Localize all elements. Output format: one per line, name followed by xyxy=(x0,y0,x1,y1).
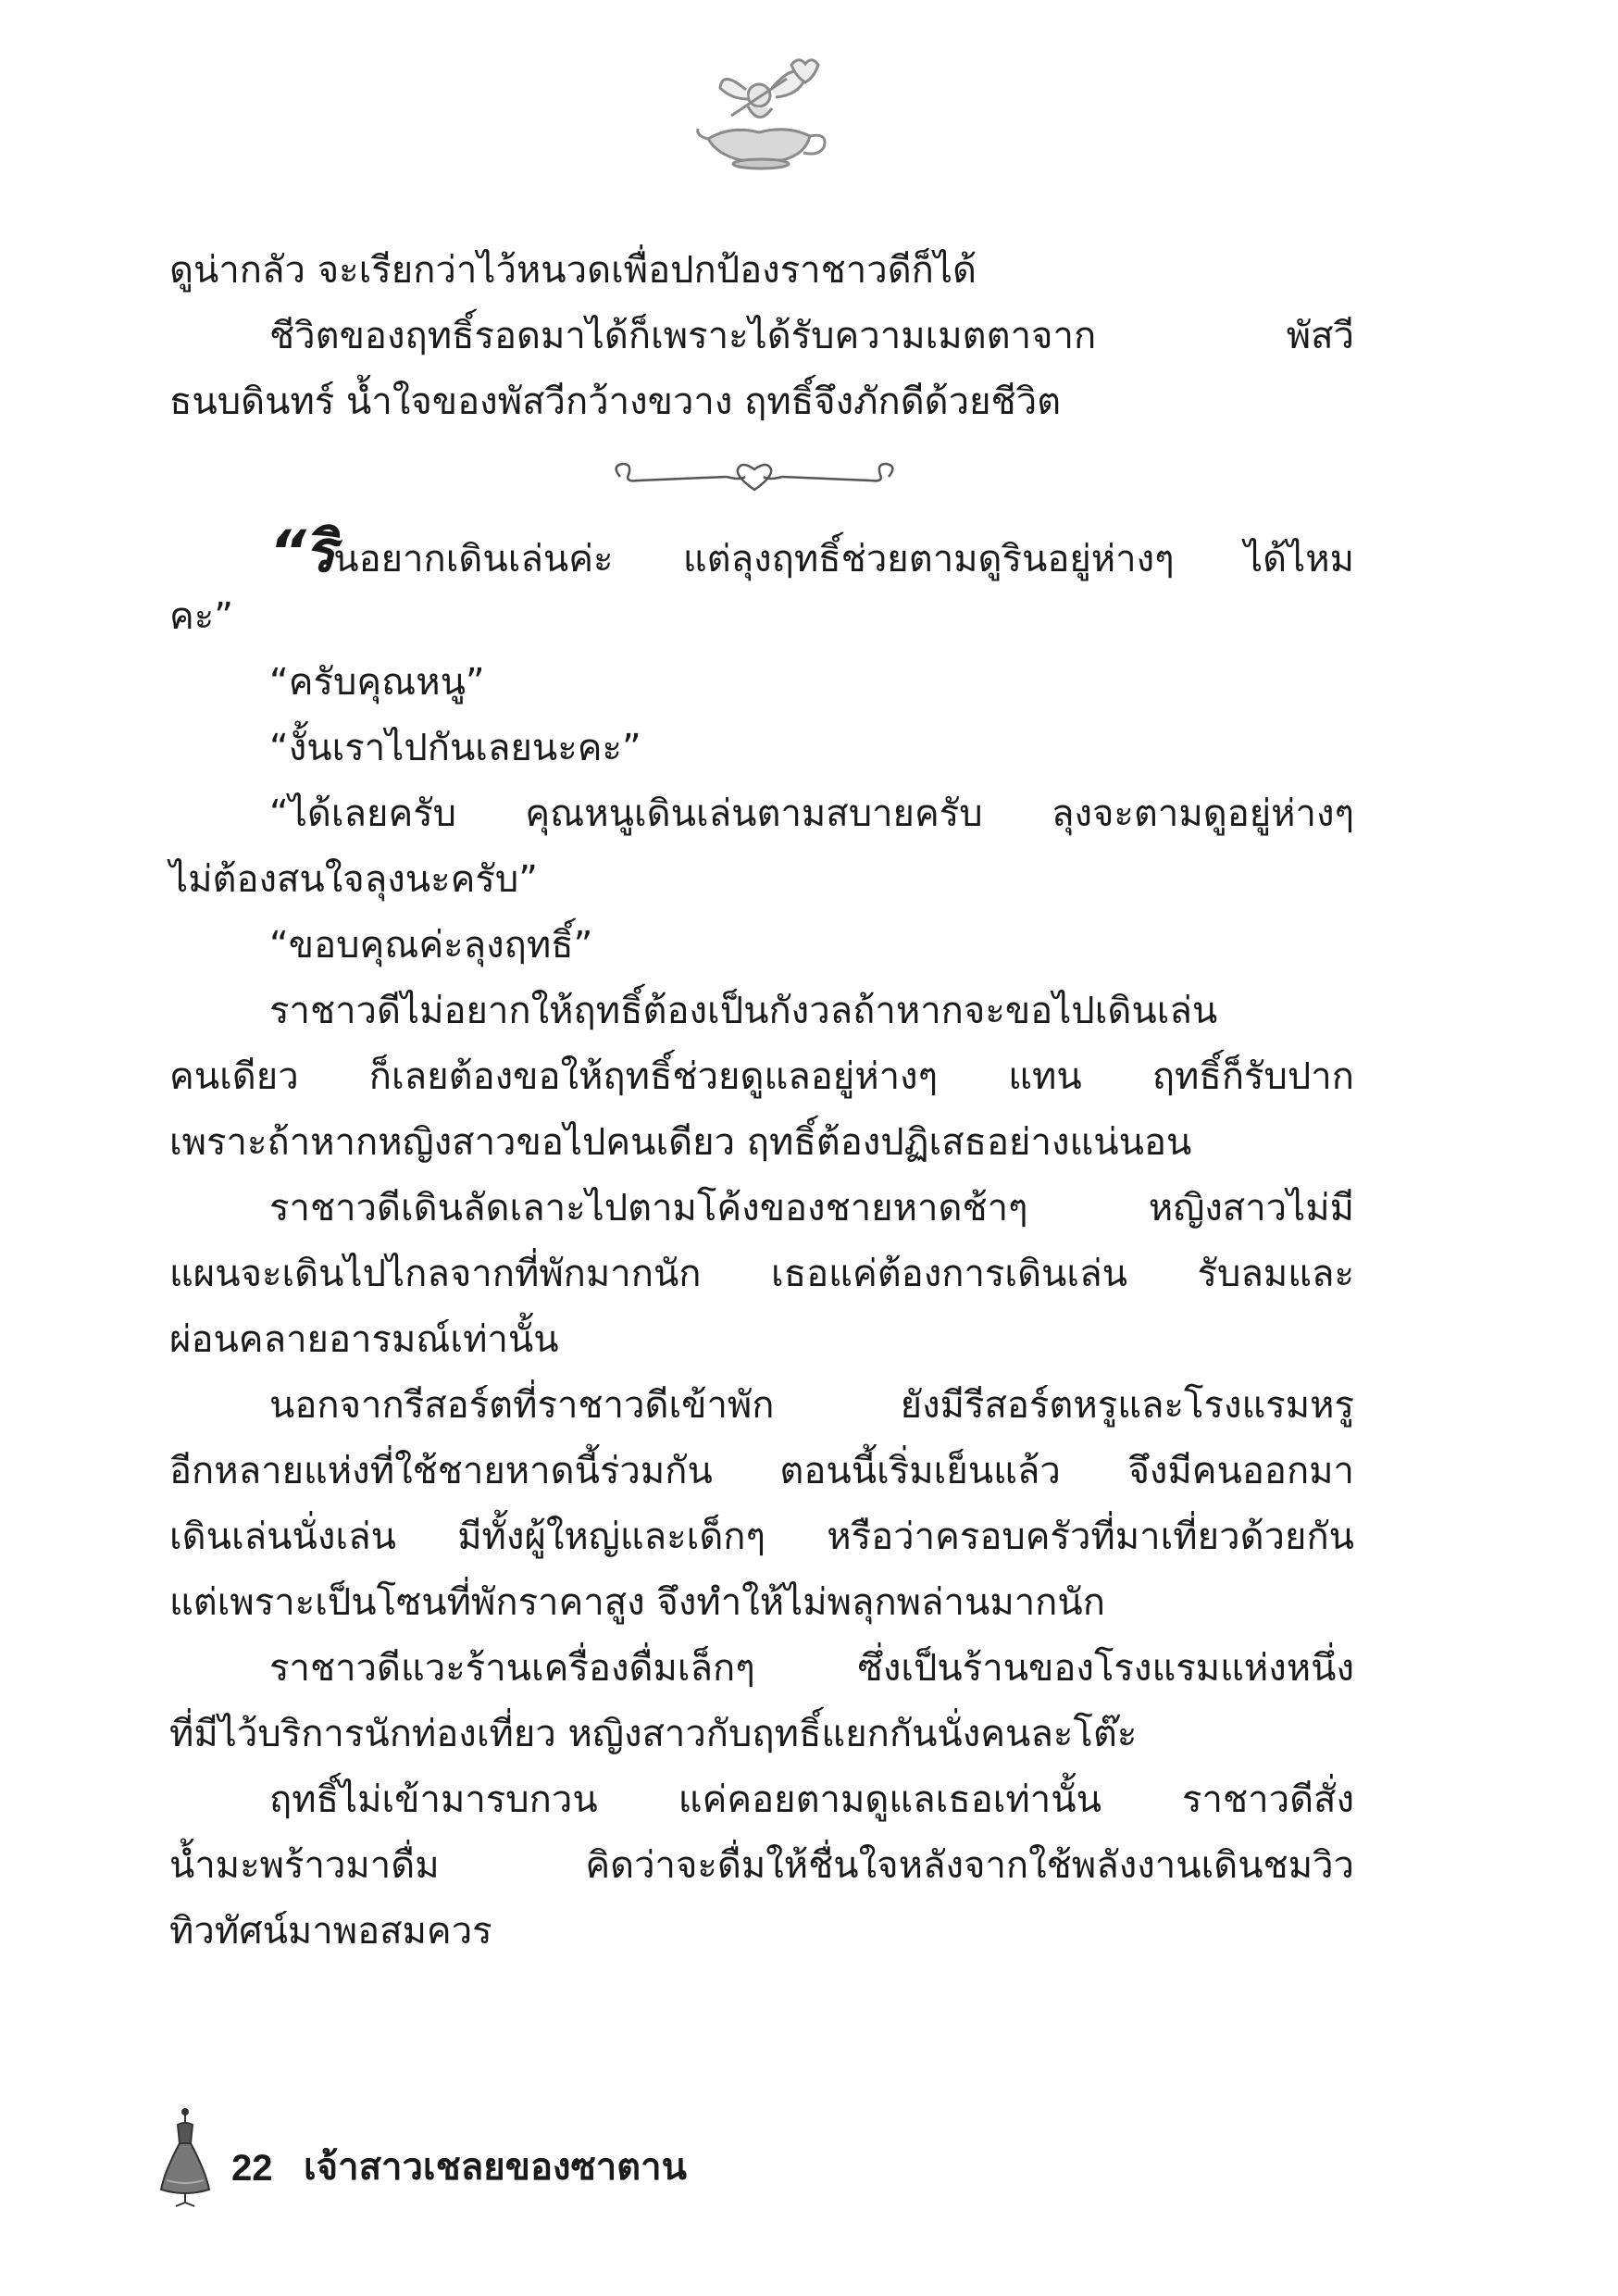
text-line: ทิวทัศน์มาพอสมควร xyxy=(169,1910,492,1953)
text-line: ราชาวดีแวะร้านเครื่องดื่มเล็กๆ ซึ่งเป็นร้านของโรงแรมแห่งหนึ่ง xyxy=(269,1647,1354,1690)
text-line: คนเดียว ก็เลยต้องขอให้ฤทธิ์ช่วยดูแลอยู่ห่างๆ แทน ฤทธิ์ก็รับปาก xyxy=(169,1055,1354,1098)
text-line: นอยากเดินเล่นค่ะ แต่ลุงฤทธิ์ช่วยตามดูรินอยู่ห่างๆ ได้ไหม xyxy=(333,538,1354,580)
text-line: “ขอบคุณค่ะลุงฤทธิ์” xyxy=(269,924,593,967)
dress-mannequin-icon xyxy=(157,2106,213,2208)
text-line: แต่เพราะเป็นโซนที่พักราคาสูง จึงทำให้ไม่พลุกพล่านมากนัก xyxy=(169,1581,1105,1624)
page-footer xyxy=(157,2106,805,2208)
text-line: น้ำมะพร้าวมาดื่ม คิดว่าจะดื่มให้ชื่นใจหลังจากใช้พลังงานเดินชมวิว xyxy=(169,1844,1354,1887)
page-number: 22 xyxy=(231,2148,273,2189)
text-line: ฤทธิ์ไม่เข้ามารบกวน แค่คอยตามดูแลเธอเท่านั้น ราชาวดีสั่ง xyxy=(269,1778,1354,1821)
book-title: เจ้าสาวเชลยของซาตาน xyxy=(304,2146,687,2189)
text-line: “ได้เลยครับ คุณหนูเดินเล่นตามสบายครับ ลุงจะตามดูอยู่ห่างๆ xyxy=(269,792,1354,835)
text-line: ชีวิตของฤทธิ์รอดมาได้ก็เพราะได้รับความเมตตาจาก พัสวี xyxy=(269,315,1354,357)
text-line: ธนบดินทร์ น้ำใจของพัสวีกว้างขวาง ฤทธิ์จึงภักดีด้วยชีวิต xyxy=(169,381,1062,423)
text-line: เพราะถ้าหากหญิงสาวขอไปคนเดียว ฤทธิ์ต้องปฏิเสธอย่างแน่นอน xyxy=(169,1121,1192,1164)
drop-cap: “ริ xyxy=(269,518,334,584)
text-line: แผนจะเดินไปไกลจากที่พักมากนัก เธอแค่ต้องการเดินเล่น รับลมและ xyxy=(169,1253,1354,1295)
first-line xyxy=(169,518,1354,584)
text-line: คะ” xyxy=(169,595,233,638)
text-line: อีกหลายแห่งที่ใช้ชายหาดนี้ร่วมกัน ตอนนี้เริ่มเย็นแล้ว จึงมีคนออกมา xyxy=(169,1450,1354,1492)
opening-paragraphs xyxy=(169,238,1354,435)
text-line: ดูน่ากลัว จะเรียกว่าไว้หนวดเพื่อปกป้องราชาวดีก็ได้ xyxy=(169,249,977,292)
cupid-teapot-ornament-icon xyxy=(694,51,833,171)
text-line: “งั้นเราไปกันเลยนะคะ” xyxy=(269,727,641,769)
text-line: ไม่ต้องสนใจลุงนะครับ” xyxy=(169,858,538,901)
text-line: นอกจากรีสอร์ตที่ราชาวดีเข้าพัก ยังมีรีสอร์ตหรูและโรงแรมหรู xyxy=(269,1384,1354,1427)
heart-scroll-divider-icon xyxy=(597,449,912,505)
text-line: “ครับคุณหนู” xyxy=(269,661,485,704)
text-line: ที่มีไว้บริการนักท่องเที่ยว หญิงสาวกับฤทธิ์แยกกันนั่งคนละโต๊ะ xyxy=(169,1713,1138,1755)
section-paragraphs xyxy=(169,518,1354,1965)
text-line: เดินเล่นนั่งเล่น มีทั้งผู้ใหญ่และเด็กๆ หรือว่าครอบครัวที่มาเที่ยวด้วยกัน xyxy=(169,1516,1354,1558)
text-line: ผ่อนคลายอารมณ์เท่านั้น xyxy=(169,1318,559,1361)
text-line: ราชาวดีไม่อยากให้ฤทธิ์ต้องเป็นกังวลถ้าหากจะขอไปเดินเล่น xyxy=(269,990,1218,1032)
text-line: ราชาวดีเดินลัดเลาะไปตามโค้งของชายหาดช้าๆ หญิงสาวไม่มี xyxy=(269,1187,1354,1229)
